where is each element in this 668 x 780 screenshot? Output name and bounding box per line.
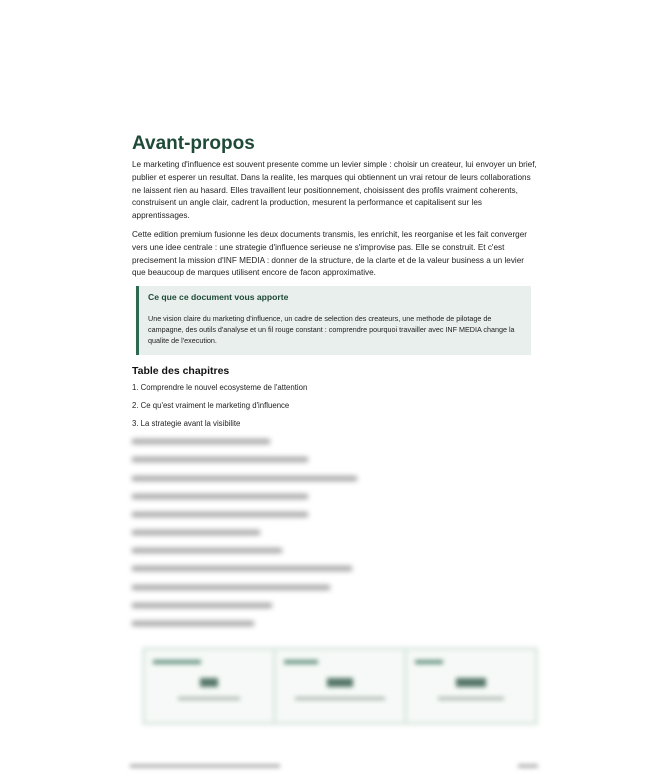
toc-item: 3. La strategie avant la visibilite bbox=[132, 418, 241, 428]
toc-item-blurred bbox=[132, 583, 537, 593]
stat-card bbox=[404, 647, 538, 725]
callout-box bbox=[136, 286, 531, 354]
toc-item-blurred bbox=[132, 455, 537, 465]
toc-item: 1. Comprendre le nouvel ecosysteme de l'attention bbox=[132, 382, 308, 392]
footer-right-blurred bbox=[518, 764, 538, 770]
page-title: Avant-propos bbox=[132, 133, 255, 154]
paragraph-edition: Cette edition premium fusionne les deux documents transmis, les enrichit, les reorganise et les fait converger vers une idee centrale : une strategie d'influence serieuse ne s'improvise pas. Elle se construit. Et c'est precisement la mission d'INF MEDIA : donner de la structure, de la clarte et de la valeur business a un levier que beaucoup de marques utilisent encore de facon approximative. bbox=[132, 229, 528, 278]
toc-item-blurred bbox=[132, 437, 537, 447]
document-content bbox=[132, 133, 537, 637]
toc-item-blurred bbox=[132, 619, 537, 629]
toc-item-blurred bbox=[132, 564, 537, 574]
toc-item-blurred bbox=[132, 546, 537, 556]
toc-item: 2. Ce qu'est vraiment le marketing d'influence bbox=[132, 400, 290, 410]
stat-card bbox=[273, 647, 407, 725]
toc-blurred-items bbox=[132, 437, 537, 629]
stats-row-blurred bbox=[142, 647, 538, 725]
toc-title: Table des chapitres bbox=[132, 364, 230, 377]
stat-card bbox=[142, 647, 276, 725]
paragraph-intro: Le marketing d'influence est souvent presente comme un levier simple : choisir un createur, lui envoyer un brief, publier et esperer un resultat. Dans la realite, les marques qui obtiennent un vrai retour de leurs collaborations ne laissent rien au hasard. Elles travaillent leur positionnement, choisissent des profils vraiment coherents, construisent un angle clair, cadrent la production, mesurent la performance et capitalisent sur les apprentissages. bbox=[132, 160, 537, 221]
toc-item-blurred bbox=[132, 601, 537, 611]
toc-item-blurred bbox=[132, 528, 537, 538]
toc-item-blurred bbox=[132, 474, 537, 484]
callout-title: Ce que ce document vous apporte bbox=[148, 292, 289, 303]
footer-left-blurred bbox=[130, 764, 280, 770]
toc-item-blurred bbox=[132, 492, 537, 502]
callout-body: Une vision claire du marketing d'influence, un cadre de selection des createurs, une methode de pilotage de campagne, des outils d'analyse et un fil rouge constant : comprendre pourquoi travailler avec INF MEDIA change la qualite de l'execution. bbox=[148, 314, 515, 345]
toc-item-blurred bbox=[132, 510, 537, 520]
